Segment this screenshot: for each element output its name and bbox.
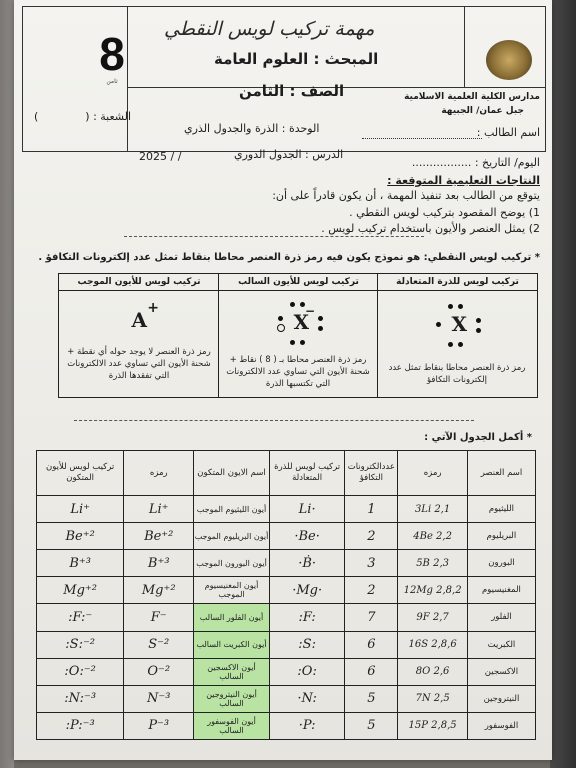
element-symbol[interactable]: 3Li 2,1 [398,496,468,523]
desc-cation: رمز ذرة العنصر لا يوجد حوله أي نقطة + شحنة الأيون التي تساوي عدد الالكترونات التي تفقدها الذرة [67,347,211,381]
header-lewis-atom: تركيب لويس للذرة المتعادلة [269,451,345,496]
element-name: النيتروجين [467,685,535,712]
element-symbol[interactable]: 16S 2,8,6 [398,631,468,658]
element-symbol[interactable]: 15P 2,8,5 [398,712,468,739]
lewis-atom[interactable]: ·Be· [269,523,345,550]
subject-line: المبحث : العلوم العامة [214,50,379,68]
table-col-divider-1 [218,274,219,397]
grade-logo [72,30,152,100]
valence-count[interactable]: 5 [345,685,398,712]
ion-name[interactable]: أيون البريليوم الموجب [194,523,270,550]
electron-dot [476,318,481,323]
unit-line: الوحدة : الذرة والجدول الذري [184,122,320,135]
electron-dot [278,316,283,321]
lewis-ion[interactable]: Mg⁺² [37,577,124,604]
element-name: الكبريت [467,631,535,658]
outcomes-heading: النتاجات التعليمية المتوقعة : [387,174,540,187]
student-name-field[interactable] [362,138,482,139]
school-name: مدارس الكلية العلمية الاسلامية [404,92,540,102]
ion-name[interactable]: أيون الاكسجين السالب [194,658,270,685]
lewis-ion[interactable]: :P:⁻³ [37,712,124,739]
header-symbol: رمزه [398,451,468,496]
valence-count[interactable]: 7 [345,604,398,631]
element-name: المغنيسيوم [467,577,535,604]
table-row [37,577,536,604]
element-name: الفلور [467,604,535,631]
header-ion-symbol: رمزه [124,451,194,496]
element-name: الاكسجين [467,658,535,685]
lewis-atom[interactable]: :S: [269,631,345,658]
anion-symbol: X [293,310,309,334]
electron-dot [476,328,481,333]
lesson-line: الدرس : الجدول الدوري [234,148,344,161]
ion-symbol[interactable]: Li⁺ [124,496,194,523]
electron-dot [436,322,441,327]
lewis-atom[interactable]: ·P: [269,712,345,739]
element-symbol[interactable]: 8O 2,6 [398,658,468,685]
anion-charge: − [304,304,315,318]
table-row [37,496,536,523]
lewis-atom[interactable]: Li· [269,496,345,523]
electron-dot [290,302,295,307]
electron-dot [448,304,453,309]
ion-name[interactable]: أيون الفلور السالب [194,604,270,631]
lewis-atom[interactable]: :F: [269,604,345,631]
electron-dot [290,340,295,345]
lewis-structure-table [58,273,538,398]
valence-count[interactable]: 1 [345,496,398,523]
ion-symbol[interactable]: F⁻ [124,604,194,631]
desc-neutral: رمز ذرة العنصر محاطا بنقاط تمثل عدد إلكترونات التكافؤ [388,363,526,385]
electron-dot [318,316,323,321]
section-label-text: الشعبة : ( [85,110,132,123]
col-header-cation: تركيب لويس للأيون الموجب [59,274,219,291]
header-valence: عددالكترونات التكافؤ [345,451,398,496]
element-name: البورون [467,550,535,577]
element-symbol[interactable]: 7N 2,5 [398,685,468,712]
valence-count[interactable]: 6 [345,658,398,685]
table-row [37,712,536,739]
grade-line: الصف : الثامن [239,82,345,100]
element-symbol[interactable]: 12Mg 2,8,2 [398,577,468,604]
definition-text: * تركيب لويس النقطي: هو نموذج يكون فيه رمز ذرة العنصر محاطا بنقاط تمثل عدد إلكترونات التكافؤ . [38,252,540,263]
background-left [0,0,14,768]
ion-name[interactable]: أيون الكبريت السالب [194,631,270,658]
outcomes-intro: يتوقع من الطالب بعد تنفيذ المهمة ، أن يكون قادراً على أن: [272,189,540,202]
grade-logo-caption: ثامن [106,78,118,85]
table-row [37,604,536,631]
lewis-ion[interactable]: :S:⁻² [37,631,124,658]
lewis-ion[interactable]: B⁺³ [37,550,124,577]
lewis-ion[interactable]: :F:⁻ [37,604,124,631]
ion-name[interactable]: أيون الليثيوم الموجب [194,496,270,523]
desc-anion: رمز ذرة العنصر محاطا بـ ( 8 ) نقاط + شحنة الأيون التي تساوي عدد الالكترونات التي تكتسبها الذرة [226,355,370,389]
ion-name[interactable]: أيون المغنيسيوم الموجب [194,577,270,604]
ion-symbol[interactable]: P⁻³ [124,712,194,739]
electron-dot [300,302,305,307]
ion-symbol[interactable]: B⁺³ [124,550,194,577]
ion-symbol[interactable]: Mg⁺² [124,577,194,604]
element-name: البريليوم [467,523,535,550]
school-logo [486,40,532,80]
col-header-anion: تركيب لويس للأيون السالب [219,274,378,291]
lewis-ion[interactable]: :O:⁻² [37,658,124,685]
outcome-item-2: 2) يمثل العنصر والأيون باستخدام تركيب لويس . [321,222,540,235]
complete-table-instruction: * أكمل الجدول الآتي : [424,432,532,443]
valence-count[interactable]: 3 [345,550,398,577]
lewis-atom[interactable]: ·N: [269,685,345,712]
outcome-item-1: 1) يوضح المقصود بتركيب لويس النقطي . [349,206,540,219]
cation-charge: + [147,300,159,316]
cation-symbol: A [131,308,147,332]
worksheet-paper [14,0,552,760]
element-symbol[interactable]: 9F 2,7 [398,604,468,631]
table-row [37,631,536,658]
divider-dashed [124,236,424,237]
ion-name[interactable]: أيون البورون الموجب [194,550,270,577]
background-right [550,0,576,768]
task-title: مهمة تركيب لويس النقطي [164,18,375,40]
valence-count[interactable]: 6 [345,631,398,658]
lewis-atom[interactable]: :O: [269,658,345,685]
element-name: الفوسفور [467,712,535,739]
col-header-neutral: تركيب لويس للذرة المتعادلة [378,274,537,291]
element-symbol[interactable]: 5B 2,3 [398,550,468,577]
electron-dot [458,304,463,309]
ion-symbol[interactable]: N⁻³ [124,685,194,712]
ion-symbol[interactable]: S⁻² [124,631,194,658]
section-label [34,110,131,123]
table-row [37,658,536,685]
electron-dot [300,340,305,345]
divider-dashed-2 [74,420,474,421]
valence-count[interactable]: 2 [345,523,398,550]
section-label-close: ) [34,110,39,123]
student-name-label: اسم الطالب : [476,126,540,139]
lewis-ion[interactable]: :N:⁻³ [37,685,124,712]
lewis-atom[interactable]: ·Mg· [269,577,345,604]
element-symbol[interactable]: 4Be 2,2 [398,523,468,550]
header-lewis-ion: تركيب لويس للأيون المتكون [37,451,124,496]
gained-electron-circle [277,324,285,332]
electron-dot [318,326,323,331]
ion-name[interactable]: أيون النيتروجين السالب [194,685,270,712]
valence-count[interactable]: 2 [345,577,398,604]
ion-symbol[interactable]: O⁻² [124,658,194,685]
table-header-row [37,451,536,496]
neutral-symbol: X [451,312,467,336]
element-name: الليثيوم [467,496,535,523]
date-label: اليوم/ التاريخ : ................. [411,156,540,169]
ion-name[interactable]: أيون الفوسفور السالب [194,712,270,739]
complete-table [36,450,536,740]
ion-symbol[interactable]: Be⁺² [124,523,194,550]
table-col-divider-2 [377,274,378,397]
lewis-ion[interactable]: Li⁺ [37,496,124,523]
header-divider-right [464,7,465,87]
table-row [37,550,536,577]
school-branch: جبل عمان/ الجبيهة [441,106,524,116]
valence-count[interactable]: 5 [345,712,398,739]
lewis-ion[interactable]: Be⁺² [37,523,124,550]
date-value: 2025 / / [139,150,182,163]
table-row [37,523,536,550]
electron-dot [458,342,463,347]
table-row [37,685,536,712]
grade-logo-number: 8 [99,28,125,80]
header-ion-name: اسم الايون المتكون [194,451,270,496]
electron-dot [448,342,453,347]
lewis-atom[interactable]: ·Ḃ· [269,550,345,577]
header-element-name: اسم العنصر [467,451,535,496]
